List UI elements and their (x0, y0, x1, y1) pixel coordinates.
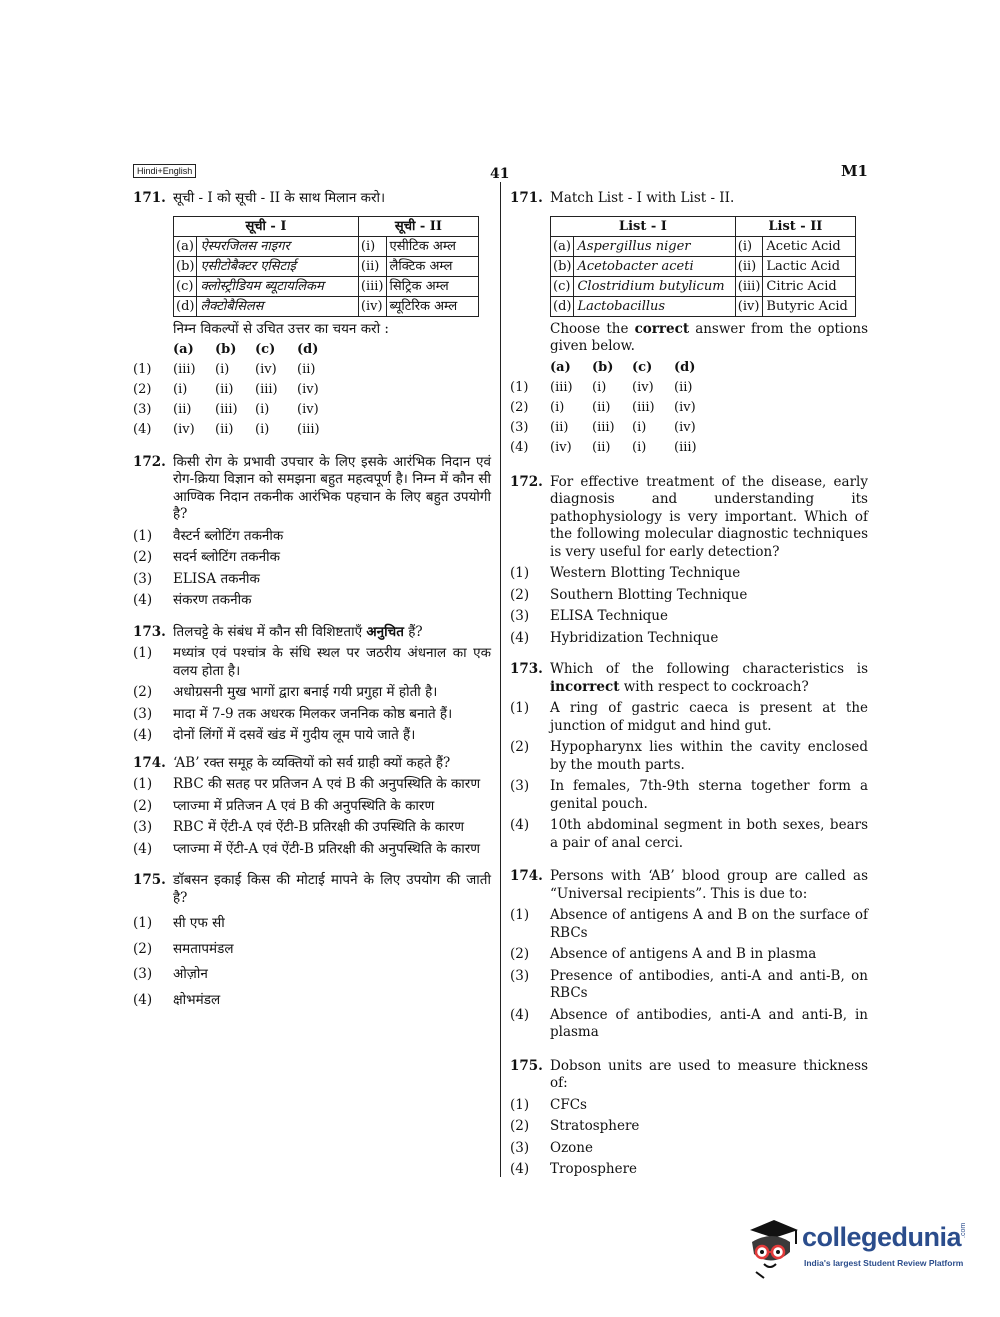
grid-cell: (i) (632, 439, 647, 455)
column-divider (500, 182, 501, 1177)
option-number: (4) (510, 1006, 530, 1023)
table-row (174, 296, 479, 316)
grid-cell: (ii) (215, 381, 234, 397)
option (510, 1161, 868, 1179)
option (133, 992, 491, 1010)
question-number: 171. (133, 190, 166, 206)
answer-grid (133, 340, 491, 440)
grid-cell: (i) (550, 399, 565, 415)
row-value: Butyric Acid (763, 296, 856, 316)
question-text: डॉबसन इकाई किस की मोटाई मापने के लिए उपयोग की जाती है? (173, 872, 491, 906)
hindi-column (133, 190, 491, 1019)
question-175-hindi (133, 872, 491, 1009)
option (510, 739, 868, 774)
question-text (173, 624, 491, 642)
question-number: 172. (510, 473, 543, 490)
question-174-english (510, 868, 868, 1042)
question-text: For effective treatment of the disease, early diagnosis and understanding its pathophysiology is very important. Which of the following molecular diagnostic techniques is very useful for early detection? (550, 473, 868, 560)
question-text: सूची - I को सूची - II के साथ मिलान करो। (173, 190, 386, 206)
option-number: (2) (133, 684, 153, 700)
option-number: (1) (133, 776, 153, 792)
option (133, 549, 491, 567)
row-value: Acetobacter aceti (574, 256, 735, 276)
grid-header: (d) (297, 341, 319, 357)
table-row (174, 276, 479, 296)
option-text: In females, 7th-9th sterna together form a genital pouch. (550, 778, 868, 812)
option (133, 684, 491, 702)
question-173-hindi (133, 624, 491, 745)
list2-header: सूची - II (358, 216, 478, 236)
question-number: 173. (133, 623, 166, 640)
option (510, 608, 868, 626)
option (133, 966, 491, 984)
question-number: 175. (133, 872, 166, 888)
question-171-hindi (133, 190, 491, 440)
option-text: Stratosphere (550, 1118, 640, 1134)
row-key: (iii) (735, 276, 763, 296)
option-number: (4) (510, 629, 530, 646)
grid-cell: (1) (510, 379, 529, 395)
grid-cell: (iv) (297, 381, 319, 397)
option-number: (3) (133, 705, 153, 722)
question-emphasis: अनुचित (366, 623, 404, 640)
grid-cell: (4) (510, 439, 529, 455)
grid-header (133, 340, 173, 360)
grid-cell: (i) (255, 401, 270, 417)
option (133, 571, 491, 589)
table-row (174, 236, 479, 256)
option (510, 1140, 868, 1158)
option (510, 1007, 868, 1042)
option-text: मध्यांत्र एवं पश्चांत्र के संधि स्थल पर जठरीय अंधनाल का एक वलय होता है। (173, 645, 491, 679)
question-text-part: तिलचट्टे के संबंध में कौन सी विशिष्टताएँ (173, 623, 367, 640)
option-number: (2) (133, 940, 153, 957)
row-key: (b) (551, 256, 574, 276)
grid-cell: (ii) (297, 361, 316, 377)
table-row (551, 276, 856, 296)
question-number: 173. (510, 661, 543, 677)
option-text: Hybridization Technique (550, 629, 719, 646)
grid-header: (d) (674, 359, 696, 375)
option-number: (2) (510, 946, 530, 962)
row-key: (iv) (735, 296, 763, 316)
option-number: (1) (133, 527, 153, 544)
grid-cell: (ii) (550, 419, 569, 435)
grid-cell: (1) (133, 361, 152, 377)
option-text: CFCs (550, 1096, 587, 1113)
option (133, 776, 491, 794)
option (133, 645, 491, 680)
option-number: (2) (133, 797, 153, 814)
option-number: (1) (133, 645, 153, 661)
row-value: Citric Acid (763, 276, 856, 296)
option-number: (4) (510, 817, 530, 833)
option (510, 700, 868, 735)
grid-header: (a) (550, 359, 571, 375)
row-value: Lactobacillus (574, 296, 735, 316)
row-key: (iv) (358, 296, 386, 316)
answer-grid (510, 358, 868, 458)
option-number: (4) (133, 840, 153, 857)
option-number: (1) (510, 1096, 530, 1113)
row-key: (a) (174, 236, 197, 256)
option (510, 1118, 868, 1136)
option-text: वैस्टर्न ब्लोटिंग तकनीक (173, 527, 284, 544)
row-value: एसीटिक अम्ल (386, 236, 478, 256)
option (510, 778, 868, 813)
row-key: (ii) (735, 256, 763, 276)
table-row (551, 256, 856, 276)
option-text: Ozone (550, 1139, 593, 1156)
option (510, 817, 868, 852)
row-value: Lactic Acid (763, 256, 856, 276)
row-value: Acetic Acid (763, 236, 856, 256)
grid-header: (c) (632, 359, 653, 375)
option-text: Hypopharynx lies within the cavity enclosed by the mouth parts. (550, 739, 868, 773)
grid-cell: (2) (510, 399, 529, 415)
grid-header: (a) (173, 341, 194, 357)
question-172-hindi (133, 454, 491, 610)
option-text: RBC में ऐंटी-A एवं ऐंटी-B प्रतिरक्षी की उपस्थिति के कारण (173, 819, 464, 835)
page-number: 41 (490, 166, 510, 182)
option-text: क्षोभमंडल (173, 991, 221, 1008)
grid-cell: (iv) (550, 439, 572, 455)
instruction-part: Choose the (550, 320, 635, 337)
option-text: प्लाज्मा में ऐंटी-A एवं ऐंटी-B प्रतिरक्षी की अनुपस्थिति के कारण (173, 840, 481, 857)
option-number: (3) (510, 967, 530, 984)
grid-cell: (iii) (550, 379, 573, 395)
question-number: 174. (133, 754, 166, 771)
match-table (173, 216, 479, 317)
question-text-part: हैं? (403, 623, 423, 640)
grid-header: (b) (592, 359, 614, 375)
row-key: (d) (174, 296, 197, 316)
grid-header: (b) (215, 341, 237, 357)
option (510, 565, 868, 583)
option-number: (3) (133, 966, 153, 982)
option-number: (3) (510, 608, 530, 624)
grid-cell: (iv) (674, 419, 696, 435)
grid-cell: (i) (592, 379, 607, 395)
row-value: क्लोस्ट्रीडियम ब्यूटायलिकम (197, 276, 358, 296)
grid-cell: (i) (215, 361, 230, 377)
option (133, 915, 491, 933)
grid-cell: (iii) (632, 399, 655, 415)
question-175-english (510, 1058, 868, 1179)
option (510, 1097, 868, 1115)
question-text: किसी रोग के प्रभावी उपचार के लिए इसके आरंभिक निदान एवं रोग-क्रिया विज्ञान को समझना बहुत महत्वपूर्ण है। निम्न में कौन सी आण्विक निदान तकनीक आरंभिक पहचान के लिए बहुत उपयोगी है? (173, 453, 491, 522)
paper-code: M1 (840, 162, 868, 180)
row-key: (c) (551, 276, 574, 296)
grid-cell: (iii) (592, 419, 615, 435)
grid-cell: (iii) (297, 421, 320, 437)
grid-cell: (i) (173, 381, 188, 397)
grid-cell: (3) (133, 401, 152, 417)
table-row (174, 256, 479, 276)
grid-cell: (ii) (674, 379, 693, 395)
table-row (551, 296, 856, 316)
grid-cell: (iii) (173, 361, 196, 377)
question-text (550, 661, 868, 696)
option-number: (1) (510, 565, 530, 581)
option (133, 941, 491, 959)
grid-header: (c) (255, 341, 276, 357)
option (133, 592, 491, 610)
grid-cell: (ii) (592, 399, 611, 415)
row-key: (i) (358, 236, 386, 256)
option-number: (4) (133, 592, 153, 608)
option-number: (2) (510, 739, 530, 755)
option-text: Absence of antibodies, anti-A and anti-B, in plasma (550, 1006, 868, 1040)
question-172-english (510, 474, 868, 648)
option-text: समतापमंडल (173, 940, 234, 957)
option-text: ELISA Technique (550, 608, 668, 624)
option (133, 706, 491, 724)
question-171-english (510, 190, 868, 458)
logo-domain-suffix: .com (960, 1222, 967, 1238)
option-text: Presence of antibodies, anti-A and anti-B, on RBCs (550, 967, 868, 1001)
grid-cell: (iv) (297, 401, 319, 417)
question-number: 174. (510, 868, 543, 884)
grid-cell: (iii) (215, 401, 238, 417)
instruction-part: answer from the options given below. (550, 320, 868, 354)
grid-cell: (ii) (173, 401, 192, 417)
question-text: Match List - I with List - II. (550, 190, 735, 206)
option (133, 727, 491, 745)
option-text: Absence of antigens A and B on the surface of RBCs (550, 907, 868, 941)
option-text: सदर्न ब्लोटिंग तकनीक (173, 549, 281, 565)
collegedunia-logo[interactable] (742, 1212, 967, 1282)
option (510, 907, 868, 942)
list1-header: सूची - I (174, 216, 359, 236)
grid-cell: (3) (510, 419, 529, 435)
match-table (550, 216, 856, 317)
question-number: 175. (510, 1057, 543, 1074)
option-text: Troposphere (550, 1161, 638, 1177)
option-text: ELISA तकनीक (173, 570, 260, 587)
row-key: (a) (551, 236, 574, 256)
option-text: अधोग्रसनी मुख भागों द्वारा बनाई गयी प्रगुहा में होती है। (173, 684, 438, 700)
logo-tagline: India's largest Student Review Platform (804, 1258, 964, 1268)
grid-cell: (iv) (173, 421, 195, 437)
row-key: (i) (735, 236, 763, 256)
row-value: Clostridium butylicum (574, 276, 735, 296)
question-text: Dobson units are used to measure thickness of: (550, 1057, 868, 1091)
list1-header: List - I (551, 216, 736, 236)
option-text: प्लाज्मा में प्रतिजन A एवं B की अनुपस्थिति के कारण (173, 797, 435, 814)
option (510, 968, 868, 1003)
option-number: (3) (133, 819, 153, 835)
option (133, 798, 491, 816)
question-number: 172. (133, 453, 166, 470)
mascot-icon (742, 1212, 802, 1282)
option-number: (4) (133, 727, 153, 743)
question-text-part: with respect to cockroach? (619, 678, 809, 695)
option-number: (2) (510, 1118, 530, 1134)
option-number: (4) (133, 991, 153, 1008)
question-number: 171. (510, 190, 543, 206)
option-number: (2) (510, 586, 530, 603)
grid-cell: (ii) (592, 439, 611, 455)
row-value: Aspergillus niger (574, 236, 735, 256)
option-number: (3) (510, 1139, 530, 1156)
row-key: (iii) (358, 276, 386, 296)
grid-cell: (i) (255, 421, 270, 437)
question-174-hindi (133, 755, 491, 859)
option-number: (4) (510, 1161, 530, 1177)
grid-cell: (iii) (674, 439, 697, 455)
grid-cell: (iii) (255, 381, 278, 397)
grid-cell: (ii) (215, 421, 234, 437)
option (510, 587, 868, 605)
option-number: (1) (510, 907, 530, 923)
logo-wordmark: collegedunia (802, 1222, 962, 1252)
option (133, 819, 491, 837)
row-key: (ii) (358, 256, 386, 276)
question-emphasis: incorrect (550, 678, 620, 695)
row-key: (d) (551, 296, 574, 316)
row-key: (b) (174, 256, 197, 276)
row-value: ऐस्परजिलस नाइगर (197, 236, 358, 256)
row-value: लैक्टिक अम्ल (386, 256, 478, 276)
option-text: 10th abdominal segment in both sexes, bears a pair of anal cerci. (550, 817, 868, 851)
row-value: लैक्टोबैसिलस (197, 296, 358, 316)
option-text: ओज़ोन (173, 966, 208, 982)
row-value: एसीटोबैक्टर एसिटाई (197, 256, 358, 276)
option-text: Southern Blotting Technique (550, 586, 748, 603)
option-text: Western Blotting Technique (550, 565, 741, 581)
option-text: RBC की सतह पर प्रतिजन A एवं B की अनुपस्थिति के कारण (173, 776, 481, 792)
option (510, 630, 868, 648)
grid-cell: (4) (133, 421, 152, 437)
option-text: सी एफ सी (173, 915, 225, 931)
option (133, 841, 491, 859)
instruction-text: निम्न विकल्पों से उचित उत्तर का चयन करो : (173, 320, 389, 337)
question-text: Persons with ‘AB’ blood group are called as “Universal recipients”. This is due to: (550, 868, 868, 902)
grid-cell: (2) (133, 381, 152, 397)
option-text: संकरण तकनीक (173, 592, 252, 608)
row-value: सिट्रिक अम्ल (386, 276, 478, 296)
instruction-emphasis: correct (634, 320, 690, 337)
grid-cell: (i) (632, 419, 647, 435)
list2-header: List - II (735, 216, 855, 236)
option-number: (2) (133, 549, 153, 565)
instruction-text (550, 321, 868, 356)
option-text: A ring of gastric caeca is present at the junction of midgut and hind gut. (550, 700, 868, 734)
english-column (510, 190, 868, 1189)
question-text: ‘AB’ रक्त समूह के व्यक्तियों को सर्व ग्राही क्यों कहते हैं? (173, 754, 451, 771)
option-number: (3) (510, 778, 530, 794)
row-key: (c) (174, 276, 197, 296)
option-text: मादा में 7-9 तक अधरक मिलकर जननिक कोष्ठ बनाते हैं। (173, 705, 453, 722)
grid-cell: (iv) (632, 379, 654, 395)
option-text: दोनों लिंगों में दसवें खंड में गुदीय लूम पाये जाते हैं। (173, 727, 416, 743)
grid-cell: (iv) (255, 361, 277, 377)
grid-cell: (iv) (674, 399, 696, 415)
option-number: (3) (133, 570, 153, 587)
language-tag: Hindi+English (133, 164, 196, 178)
option-number: (1) (510, 700, 530, 716)
table-row (551, 236, 856, 256)
option-number: (1) (133, 915, 153, 931)
row-value: ब्यूटिरिक अम्ल (386, 296, 478, 316)
question-173-english (510, 661, 868, 852)
option (133, 528, 491, 546)
option-text: Absence of antigens A and B in plasma (550, 946, 817, 962)
option (510, 946, 868, 964)
grid-header (510, 358, 550, 378)
question-text-part: Which of the following characteristics is (550, 661, 868, 677)
